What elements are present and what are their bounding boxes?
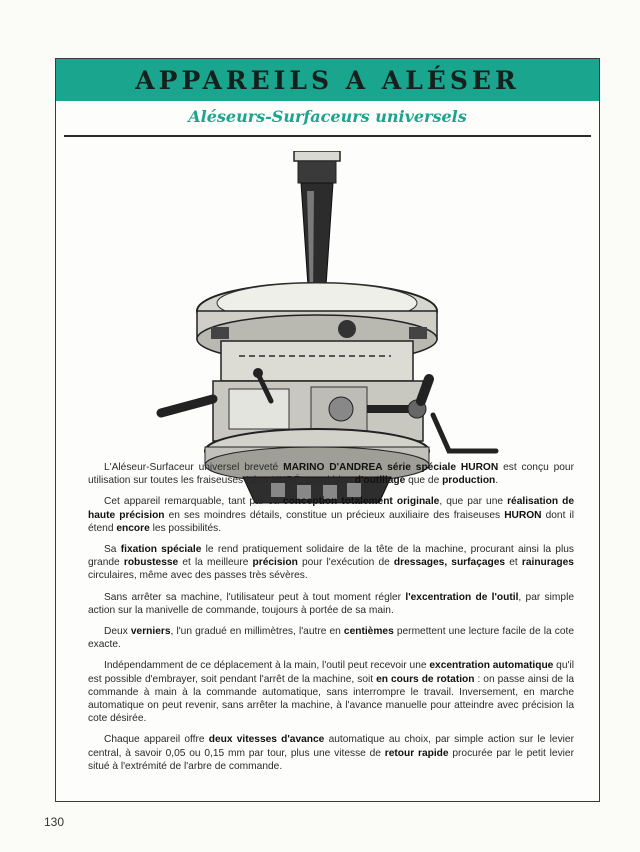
bold-text: l'excentration de l'outil <box>405 591 519 603</box>
text-run: est conçu pour utilisation sur toutes les fraiseuses Léon HURÉ, aussi bien <box>88 462 574 487</box>
shaft-neck <box>298 161 336 183</box>
page-number: 130 <box>44 815 65 829</box>
bold-text: d'outillage <box>354 475 406 487</box>
bold-text: précision <box>252 557 298 569</box>
text-run: et la meilleure <box>178 557 253 569</box>
text-run: permettent une lecture facile de la cote exacte. <box>88 626 574 651</box>
bold-text: rainurages <box>521 557 574 569</box>
bold-text: réalisation de haute précision <box>88 496 574 521</box>
paragraph <box>88 461 574 487</box>
bold-text: excentration automatique <box>429 660 554 672</box>
bold-text: deux vitesses d'avance <box>208 734 325 746</box>
text-run: Indépendamment de ce déplacement à la main, l'outil peut recevoir une <box>104 660 430 672</box>
bold-text: HURON <box>504 509 542 521</box>
left-handle <box>161 399 213 413</box>
text-run: , l'un gradué en millimètres, l'autre en <box>170 626 344 638</box>
title-banner <box>56 59 599 101</box>
adjust-knob <box>338 320 356 338</box>
text-run: le rend pratiquement solidaire de la tête de la machine, procurant ainsi la plus grande <box>88 544 574 569</box>
divider <box>64 135 591 137</box>
page-frame <box>55 58 600 802</box>
text-run: Cet appareil remarquable, tant par sa <box>104 496 283 508</box>
text-run: qu'il est possible d'embrayer, soit pendant l'arrêt de la machine, soit <box>88 660 574 685</box>
text-run: , que par une <box>439 496 508 508</box>
paragraph <box>88 543 574 583</box>
paragraph <box>88 625 574 651</box>
bold-text: conception totalement originale <box>282 496 440 508</box>
text-run: L'Aléseur-Surfaceur universel breveté <box>104 462 284 473</box>
paragraph <box>88 659 574 725</box>
paragraph <box>88 591 574 617</box>
text-run: circulaires, même avec des passes très sévères. <box>88 570 308 582</box>
text-run: procurée par le petit levier situé à l'extrémité de l'arbre de commande. <box>88 747 574 772</box>
bold-text: MARINO D'ANDREA série spéciale HURON <box>283 462 499 473</box>
page-subtitle: Aléseurs-Surfaceurs universels <box>188 107 467 126</box>
text-run: en ses moindres détails, constitue un précieux auxiliaire des fraiseuses <box>164 509 505 521</box>
bold-text: retour rapide <box>384 747 449 759</box>
text-run: pour l'exécution de <box>297 557 394 569</box>
text-run: Sans arrêter sa machine, l'utilisateur peut à tout moment régler <box>104 591 406 603</box>
text-run: dont il étend <box>88 509 575 534</box>
paragraph <box>88 733 574 773</box>
paragraph <box>88 495 574 535</box>
bold-text: fixation spéciale <box>120 544 202 556</box>
text-run: : on passe ainsi de la commande à main à la commande automatique, sans interrompre le travail. Inversement, en marche automatique on peut revenir, sans arrêter la machine, à l'avance manuelle pour atteindre avec précision la cote désirée. <box>88 673 575 725</box>
bold-text: dressages, surfaçages <box>393 557 506 569</box>
crank-arm <box>433 415 496 451</box>
text-run: , par simple action sur la manivelle de commande, toujours à portée de sa main. <box>88 591 574 616</box>
text-run: Chaque appareil offre <box>104 734 209 746</box>
text-run: . <box>495 475 499 487</box>
shaft-collar <box>294 151 340 161</box>
description-text <box>88 461 574 781</box>
text-run: que de <box>405 475 443 487</box>
text-run: Deux <box>104 626 131 638</box>
bold-text: verniers <box>130 626 171 638</box>
page-title: APPAREILS A ALÉSER <box>135 65 520 95</box>
text-run: automatique au choix, par simple action sur le levier central, à savoir 0,05 ou 0,15 mm par tour, plus une vitesse de <box>88 734 574 759</box>
boring-facing-head-illustration <box>151 151 521 511</box>
bold-text: robustesse <box>123 557 179 569</box>
bold-text: production <box>442 475 496 487</box>
text-run: les possibilités. <box>149 522 222 534</box>
text-run: Sa <box>104 544 121 556</box>
text-run: et <box>505 557 522 569</box>
bold-text: centièmes <box>343 626 394 638</box>
bold-text: encore <box>116 522 150 534</box>
bold-text: en cours de rotation <box>376 673 475 685</box>
